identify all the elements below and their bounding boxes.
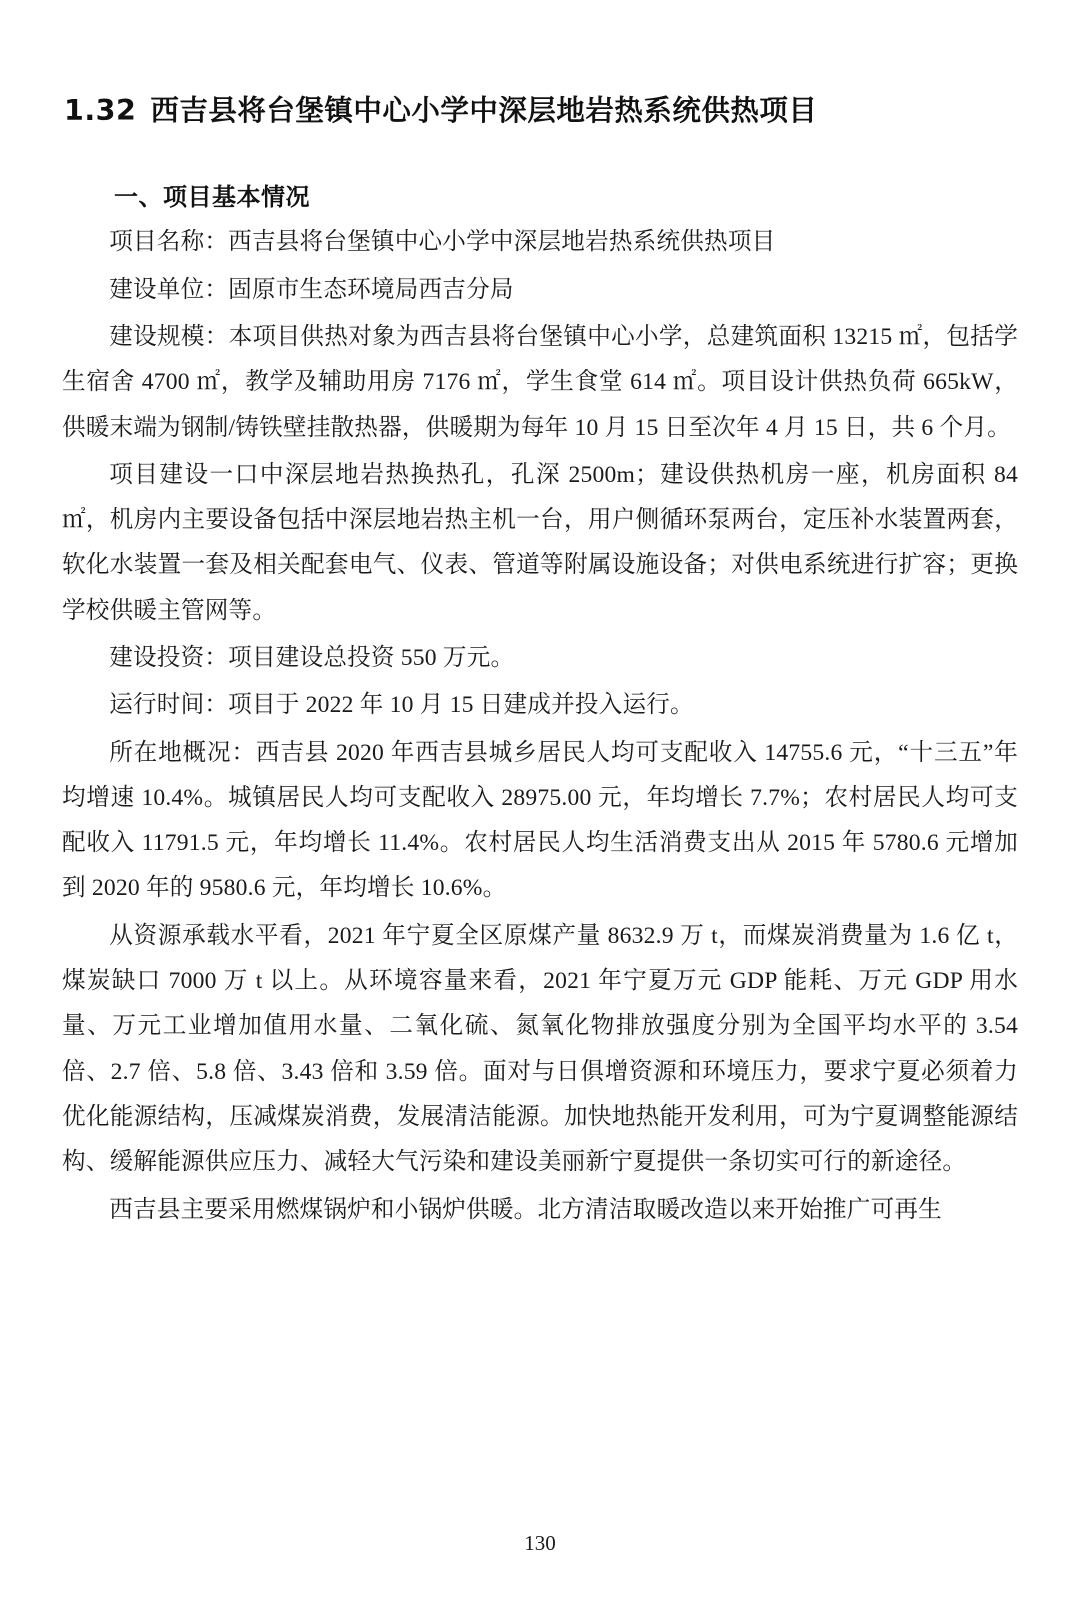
paragraph-heating-status: 西吉县主要采用燃煤锅炉和小锅炉供暖。北方清洁取暖改造以来开始推广可再生 <box>109 1196 942 1223</box>
paragraph-resource-capacity: 从资源承载水平看，2021 年宁夏全区原煤产量 8632.9 万 t，而煤炭消费量为 1.6 亿 t，煤炭缺口 7000 万 t 以上。从环境容量来看，2021 年宁夏万元 GDP 能耗、万元 GDP 用水量、万元工业增加值用水量、二氧化硫、氮氧化物排放强度分别为全国平均水平的 3.54 倍、2.7 倍、5.8 倍、3.43 倍和 3.59 倍。面对与日俱增资源和环境压力，要求宁夏必须着力优化能源结构，压减煤炭消费，发展清洁能源。加快地热能开发利用，可为宁夏调整能源结构、缓解能源供应压力、减轻大气污染和建设美丽新宁夏提供一条切实可行的新途径。 <box>62 922 1018 1176</box>
paragraph-construction-scale: 建设规模：本项目供热对象为西吉县将台堡镇中心小学，总建筑面积 13215 ㎡，包括学生宿舍 4700 ㎡，教学及辅助用房 7176 ㎡，学生食堂 614 ㎡。项目设计供热负荷 665kW，供暖末端为钢制/铸铁壁挂散热器，供暖期为每年 10 月 15 日至次年 4 月 15 日，共 6 个月。 <box>62 323 1018 441</box>
paragraph-operation-time: 运行时间：项目于 2022 年 10 月 15 日建成并投入运行。 <box>109 692 694 719</box>
page-title-text: 西吉县将台堡镇中心小学中深层地岩热系统供热项目 <box>150 94 818 127</box>
page-title-number: 1.32 <box>64 94 137 127</box>
paragraph-construction-unit: 建设单位：固原市生态环境局西吉分局 <box>109 276 514 303</box>
paragraph-investment: 建设投资：项目建设总投资 550 万元。 <box>109 644 515 671</box>
paragraph-project-name: 项目名称：西吉县将台堡镇中心小学中深层地岩热系统供热项目 <box>109 229 776 256</box>
paragraph-construction-content: 项目建设一口中深层地岩热换热孔，孔深 2500m；建设供热机房一座，机房面积 84 ㎡，机房内主要设备包括中深层地岩热主机一台，用户侧循环泵两台，定压补水装置两套，软化水装置一套及相关配套电气、仪表、管道等附属设施设备；对供电系统进行扩容；更换学校供暖主管网等。 <box>62 461 1018 624</box>
section-heading: 一、项目基本情况 <box>114 183 310 212</box>
paragraph-location-overview: 所在地概况：西吉县 2020 年西吉县城乡居民人均可支配收入 14755.6 元，“十三五”年均增速 10.4%。城镇居民人均可支配收入 28975.00 元，年均增长 7.7%；农村居民人均可支配收入 11791.5 元，年均增长 11.4%。农村居民人均生活消费支出从 2015 年 5780.6 元增加到 2020 年的 9580.6 元，年均增长 10.6%。 <box>62 739 1018 902</box>
page-number: 130 <box>524 1531 556 1555</box>
page-title <box>62 90 1018 131</box>
